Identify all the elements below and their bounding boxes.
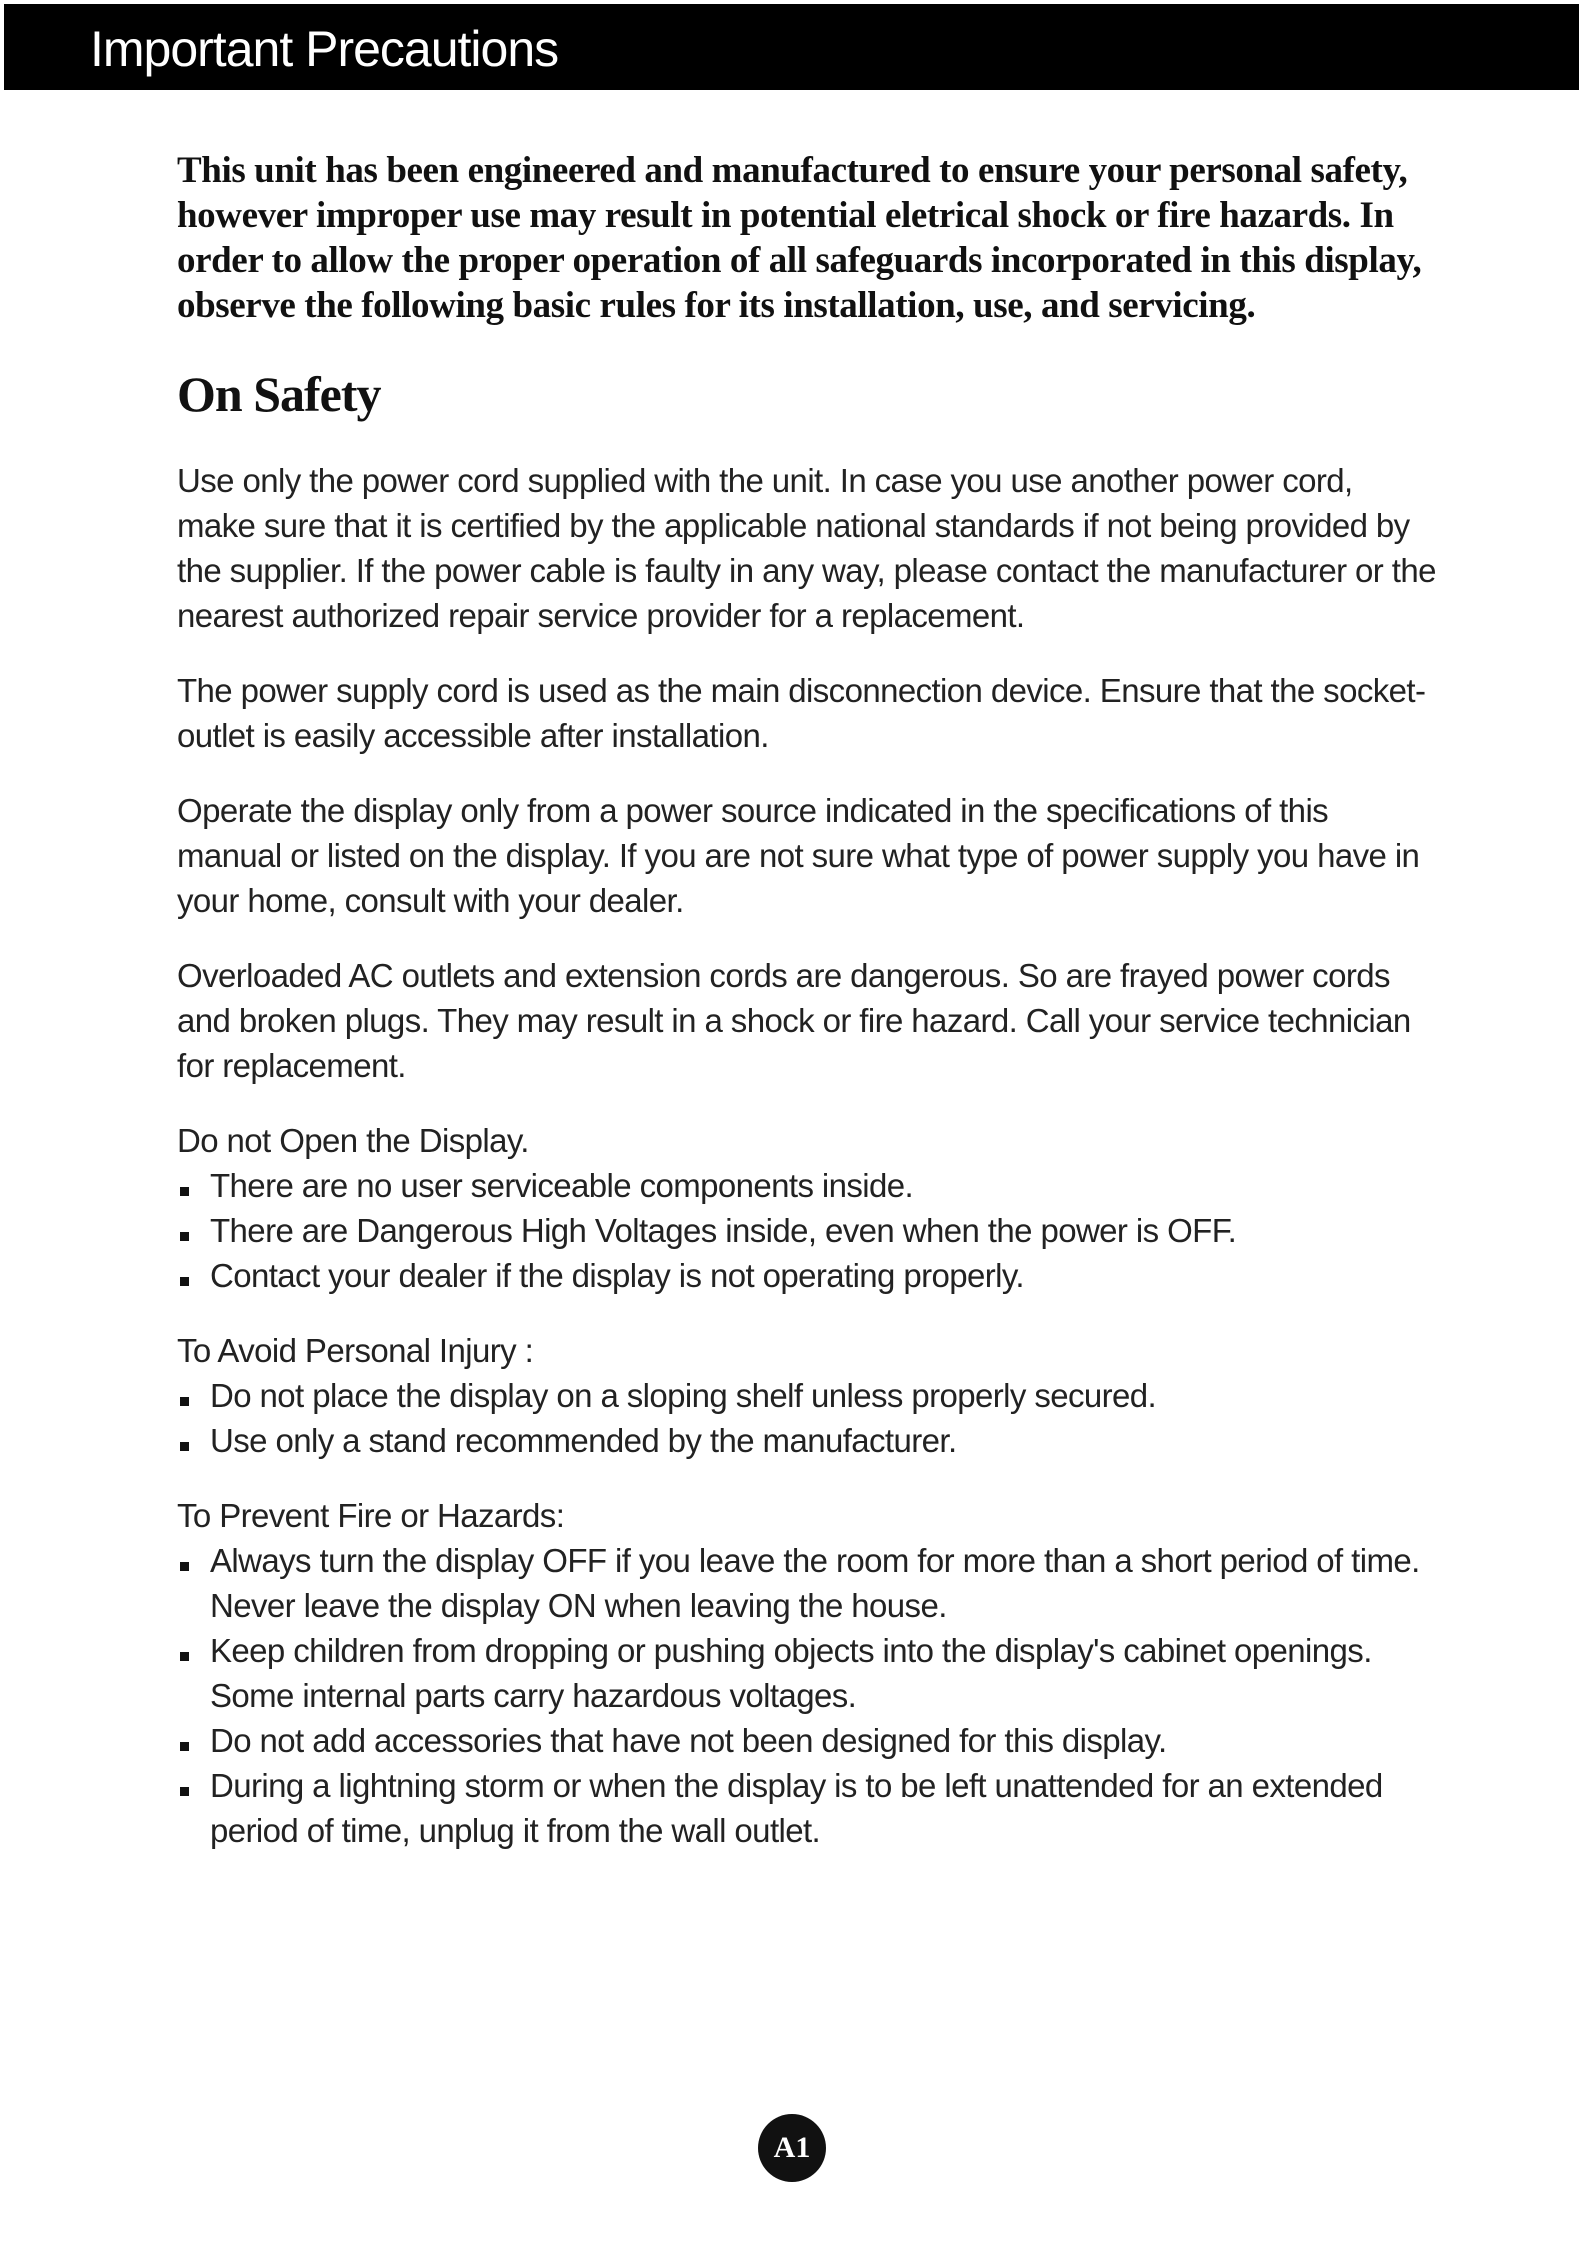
safety-paragraph: The power supply cord is used as the main disconnection device. Ensure that the socket-outlet is easily accessible after installation. bbox=[177, 672, 1426, 754]
list-item-text: Use only a stand recommended by the manufacturer. bbox=[210, 1422, 957, 1459]
intro-paragraph: This unit has been engineered and manufactured to ensure your personal safety, however improper use may result in potential eletrical shock or fire hazards. In order to allow the proper operation of all safeguards incorporated in this display, observe the following basic rules for its installation, use, and servicing. bbox=[177, 150, 1422, 326]
list-item bbox=[177, 1373, 1437, 1418]
group-title: Do not Open the Display. bbox=[177, 1122, 529, 1159]
square-bullet-icon bbox=[180, 1787, 189, 1796]
safety-paragraph: Use only the power cord supplied with the unit. In case you use another power cord, make sure that it is certified by the applicable national standards if not being provided by the supplier. If the power cable is faulty in any way, please contact the manufacturer or the nearest authorized repair service provider for a replacement. bbox=[177, 462, 1436, 634]
square-bullet-icon bbox=[180, 1277, 189, 1286]
list-item bbox=[177, 1628, 1437, 1718]
list-item-text: During a lightning storm or when the display is to be left unattended for an extended period of time, unplug it from the wall outlet. bbox=[210, 1767, 1383, 1849]
bullet-list bbox=[177, 1373, 1437, 1463]
group-title: To Prevent Fire or Hazards: bbox=[177, 1497, 565, 1534]
square-bullet-icon bbox=[180, 1397, 189, 1406]
page-number-badge: A1 bbox=[758, 2114, 826, 2182]
group-prevent-fire bbox=[177, 1493, 1437, 1853]
square-bullet-icon bbox=[180, 1742, 189, 1751]
list-item bbox=[177, 1763, 1437, 1853]
list-item-text: Keep children from dropping or pushing objects into the display's cabinet openings. Some internal parts carry hazardous voltages. bbox=[210, 1632, 1372, 1714]
list-item bbox=[177, 1538, 1437, 1628]
safety-paragraph: Overloaded AC outlets and extension cords are dangerous. So are frayed power cords and broken plugs. They may result in a shock or fire hazard. Call your service technician for replacement. bbox=[177, 957, 1411, 1084]
square-bullet-icon bbox=[180, 1232, 189, 1241]
bullet-list bbox=[177, 1538, 1437, 1853]
bullet-list bbox=[177, 1163, 1437, 1298]
list-item-text: There are Dangerous High Voltages inside, even when the power is OFF. bbox=[210, 1212, 1237, 1249]
list-item bbox=[177, 1418, 1437, 1463]
group-do-not-open bbox=[177, 1118, 1437, 1298]
safety-paragraph: Operate the display only from a power source indicated in the specifications of this manual or listed on the display. If you are not sure what type of power supply you have in your home, consult with your dealer. bbox=[177, 792, 1420, 919]
list-item bbox=[177, 1718, 1437, 1763]
document-body bbox=[177, 148, 1437, 1883]
list-item bbox=[177, 1208, 1437, 1253]
list-item bbox=[177, 1253, 1437, 1298]
square-bullet-icon bbox=[180, 1562, 189, 1571]
square-bullet-icon bbox=[180, 1187, 189, 1196]
header-bar bbox=[4, 4, 1579, 90]
list-item-text: There are no user serviceable components inside. bbox=[210, 1167, 914, 1204]
group-avoid-injury bbox=[177, 1328, 1437, 1463]
square-bullet-icon bbox=[180, 1442, 189, 1451]
square-bullet-icon bbox=[180, 1652, 189, 1661]
list-item-text: Always turn the display OFF if you leave the room for more than a short period of time. Never leave the display ON when leaving the house. bbox=[210, 1542, 1420, 1624]
list-item bbox=[177, 1163, 1437, 1208]
section-title: On Safety bbox=[177, 366, 381, 422]
group-title: To Avoid Personal Injury : bbox=[177, 1332, 534, 1369]
list-item-text: Contact your dealer if the display is not operating properly. bbox=[210, 1257, 1024, 1294]
page-title: Important Precautions bbox=[90, 21, 559, 77]
list-item-text: Do not add accessories that have not been designed for this display. bbox=[210, 1722, 1167, 1759]
list-item-text: Do not place the display on a sloping shelf unless properly secured. bbox=[210, 1377, 1157, 1414]
